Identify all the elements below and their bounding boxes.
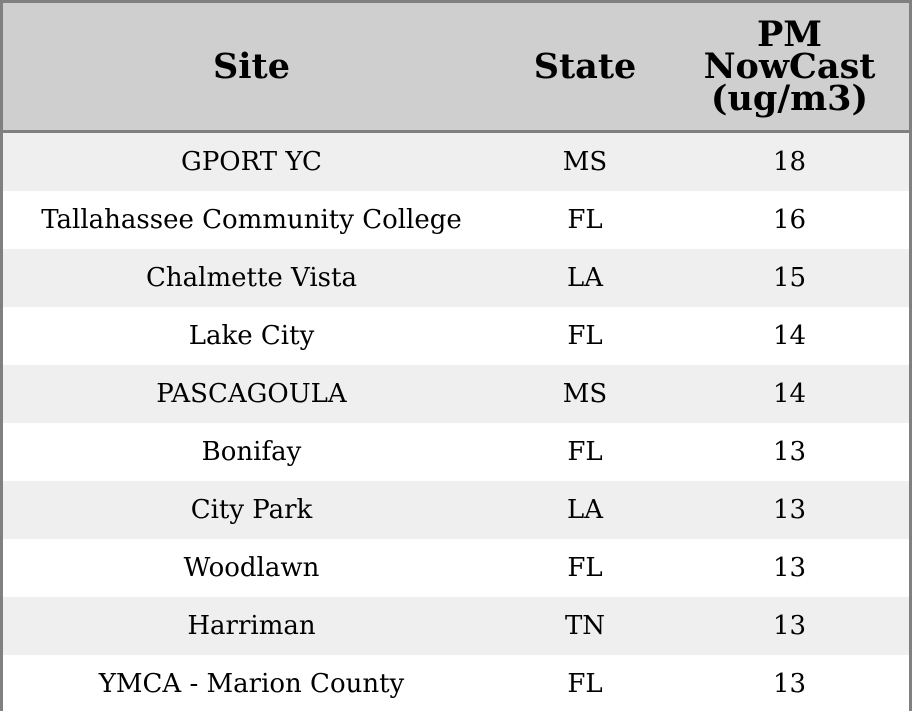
cell-pm: 16 [772,205,807,235]
cell-pm: 18 [772,147,807,177]
cell-state: FL [567,321,603,351]
table-row [3,365,909,423]
cell-pm: 15 [772,263,807,293]
table-row [3,539,909,597]
cell-state: LA [566,495,604,525]
header-pm-line-1: PM [756,13,823,55]
cell-site: Lake City [188,321,315,351]
cell-pm: 14 [772,379,807,409]
table-row [3,423,909,481]
cell-state: FL [567,669,603,699]
cell-pm: 13 [772,495,807,525]
cell-site: Bonifay [201,437,302,467]
table-body [3,133,909,713]
table-row [3,307,909,365]
table-row [3,133,909,191]
cell-pm: 13 [772,611,807,641]
table-row [3,249,909,307]
cell-state: FL [567,205,603,235]
header-pm-line-2: NowCast [703,45,876,87]
cell-site: Woodlawn [183,553,320,583]
table-row [3,655,909,713]
header-pm-line-3: (ug/m3) [710,77,869,119]
cell-state: MS [562,379,608,409]
cell-state: LA [566,263,604,293]
cell-site: GPORT YC [181,147,322,177]
cell-state: TN [564,611,606,641]
header-pm-nowcast [670,3,909,130]
table-row [3,597,909,655]
cell-pm: 13 [772,669,807,699]
table-row [3,191,909,249]
cell-state: MS [562,147,608,177]
cell-site: PASCAGOULA [156,379,347,409]
header-state: State [533,45,637,87]
cell-site: Tallahassee Community College [41,205,462,235]
cell-state: FL [567,553,603,583]
cell-pm: 14 [772,321,807,351]
cell-site: City Park [190,495,313,525]
cell-pm: 13 [772,437,807,467]
cell-site: Chalmette Vista [146,263,357,293]
cell-site: Harriman [187,611,316,641]
table-row [3,481,909,539]
cell-pm: 13 [772,553,807,583]
cell-site: YMCA - Marion County [98,669,405,699]
cell-state: FL [567,437,603,467]
table-header-row [3,3,909,133]
header-site: Site [212,45,290,87]
